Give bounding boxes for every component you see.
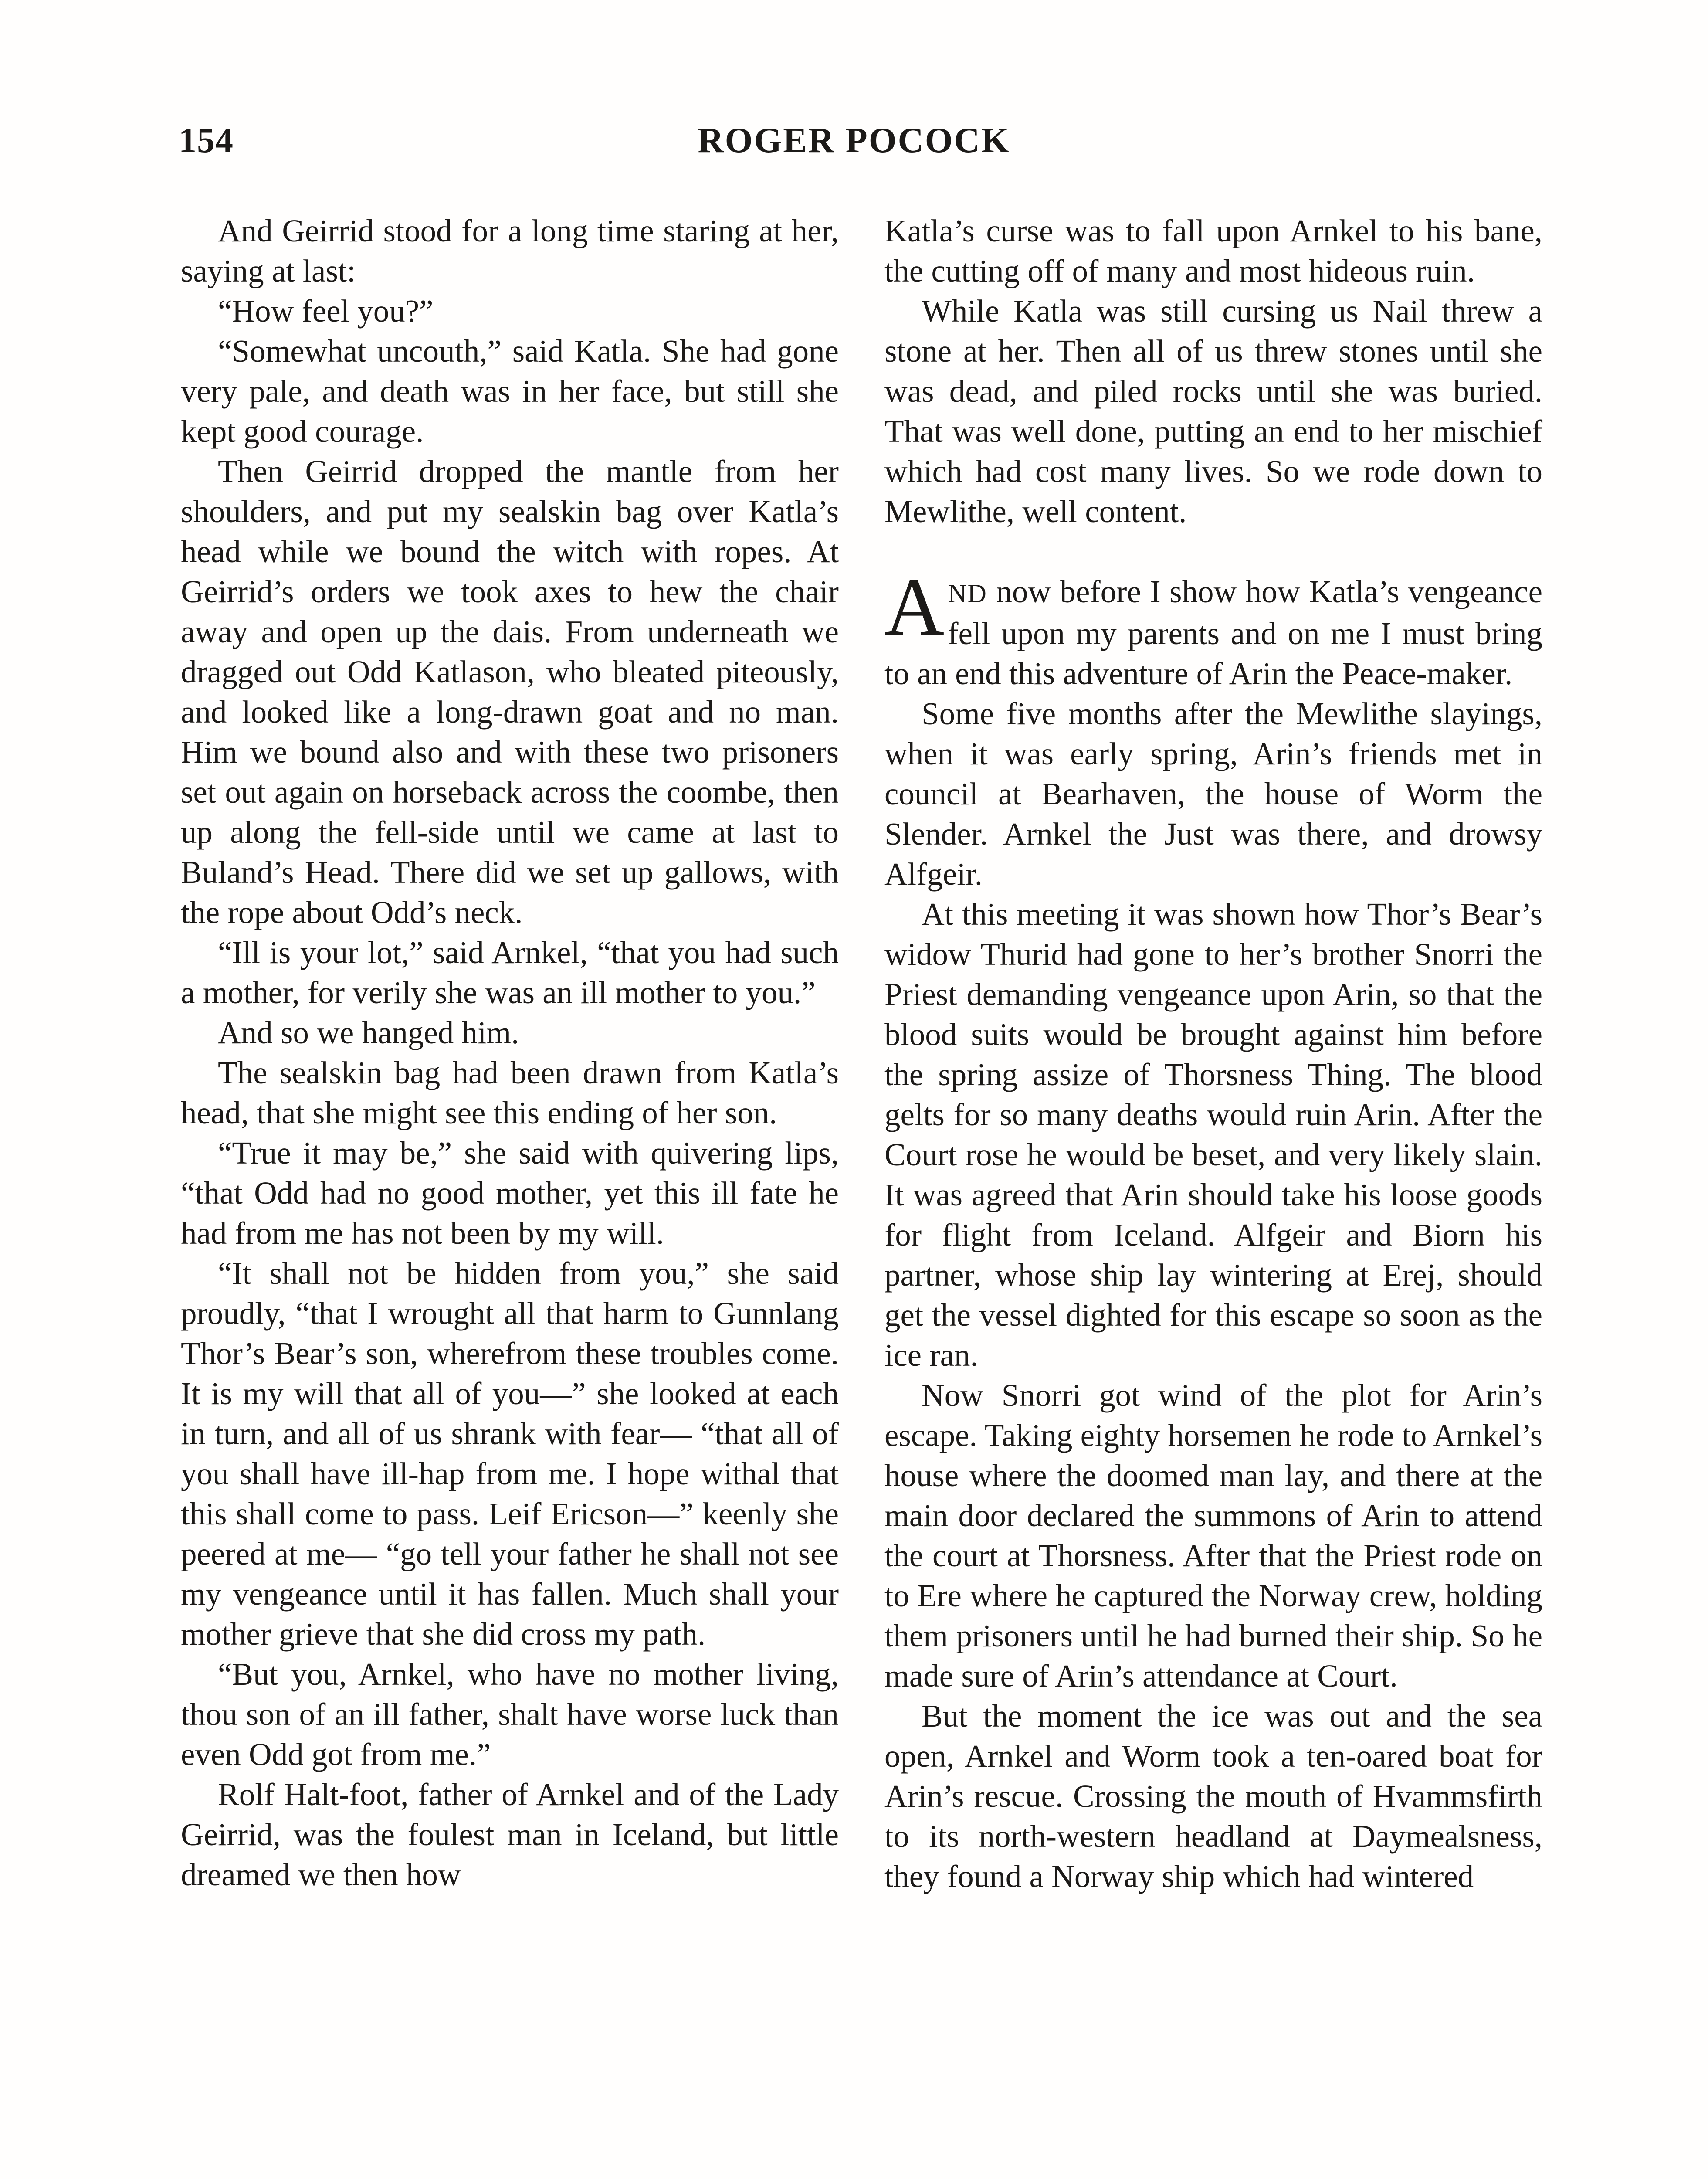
paragraph-text: now before I show how Katla’s vengeance fell upon my parents and on me I must bring to an end this adventure of Arin the Peace-maker. xyxy=(884,574,1542,691)
paragraph: “Somewhat uncouth,” said Katla. She had gone very pale, and death was in her face, but still she kept good courage. xyxy=(181,333,839,449)
paragraph: “Ill is your lot,” said Arnkel, “that you had such a mother, for verily she was an ill mother to you.” xyxy=(181,935,839,1010)
paragraph-continued: Katla’s curse was to fall upon Arnkel to his bane, the cutting off of many and most hideous ruin. xyxy=(884,213,1542,288)
running-head: ROGER POCOCK xyxy=(698,120,1010,160)
paragraph: Then Geirrid dropped the mantle from her shoulders, and put my sealskin bag over Katla’s head while we bound the witch with ropes. At Geirrid’s orders we took axes to hew the chair away and open up the dais. From underneath we dragged out Odd Katlason, who bleated piteously, and looked like a long-drawn goat and no man. Him we bound also and with these two prisoners set out again on horseback across the coombe, then up along the fell-side until we came at last to Buland’s Head. There did we set up gallows, with the rope about Odd’s neck. xyxy=(181,454,839,930)
paragraph: At this meeting it was shown how Thor’s Bear’s widow Thurid had gone to her’s brother Snorri the Priest demanding vengeance upon Arin, so that the blood suits would be brought against him before the spring assize of Thorsness Thing. The blood gelts for so many deaths would ruin Arin. After the Court rose he would be beset, and very likely slain. It was agreed that Arin should take his loose goods for flight from Iceland. Alfgeir and Biorn his partner, whose ship lay wintering at Erej, should get the vessel dighted for this escape so soon as the ice ran. xyxy=(884,896,1542,1373)
paragraph: But the moment the ice was out and the sea open, Arnkel and Worm took a ten-oared boat for Arin’s rescue. Crossing the mouth of Hvammsfirth to its north-western headland at Daymealsness, they found a Norway ship which had wintered xyxy=(884,1698,1542,1894)
paragraph: And Geirrid stood for a long time staring at her, saying at last: xyxy=(181,213,839,288)
left-column xyxy=(181,211,839,1895)
paragraph: “True it may be,” she said with quivering lips, “that Odd had no good mother, yet this ill fate he had from me has not been by my will. xyxy=(181,1135,839,1251)
right-column xyxy=(884,211,1542,1897)
paragraph: “It shall not be hidden from you,” she said proudly, “that I wrought all that harm to Gunnlang Thor’s Bear’s son, wherefrom these troubles come. It is my will that all of you—” she looked at each in turn, and all of us shrank with fear— “that all of you shall have ill-hap from me. I hope withal that this shall come to pass. Leif Ericson—” keenly she peered at me— “go tell your father he shall not see my vengeance until it has fallen. Much shall your mother grieve that she did cross my path. xyxy=(181,1256,839,1652)
section-opening-paragraph xyxy=(884,561,1542,694)
paragraph: While Katla was still cursing us Nail threw a stone at her. Then all of us threw stones until she was dead, and piled rocks until she was buried. That was well done, putting an end to her mischief which had cost many lives. So we rode down to Mewlithe, well content. xyxy=(884,293,1542,529)
small-caps-lead: ND xyxy=(948,579,987,608)
paragraph: Rolf Halt-foot, father of Arnkel and of the Lady Geirrid, was the foulest man in Iceland, but little dreamed we then how xyxy=(181,1777,839,1892)
paragraph: “But you, Arnkel, who have no mother living, thou son of an ill father, shalt have worse luck than even Odd got from me.” xyxy=(181,1656,839,1772)
paragraph: The sealskin bag had been drawn from Katla’s head, that she might see this ending of her son. xyxy=(181,1055,839,1130)
paragraph: And so we hanged him. xyxy=(218,1015,519,1050)
paragraph: Now Snorri got wind of the plot for Arin’s escape. Taking eighty horsemen he rode to Arnkel’s house where the doomed man lay, and there at the main door declared the summons of Arin to attend the court at Thorsness. After that the Priest rode on to Ere where he captured the Norway crew, holding them prisoners until he had burned their ship. So he made sure of Arin’s attendance at Court. xyxy=(884,1378,1542,1694)
paragraph: Some five months after the Mewlithe slayings, when it was early spring, Arin’s friends met in council at Bearhaven, the house of Worm the Slender. Arnkel the Just was there, and drowsy Alfgeir. xyxy=(884,696,1542,892)
drop-cap: A xyxy=(884,561,945,653)
page-number: 154 xyxy=(179,120,234,160)
paragraph: “How feel you?” xyxy=(218,293,434,329)
